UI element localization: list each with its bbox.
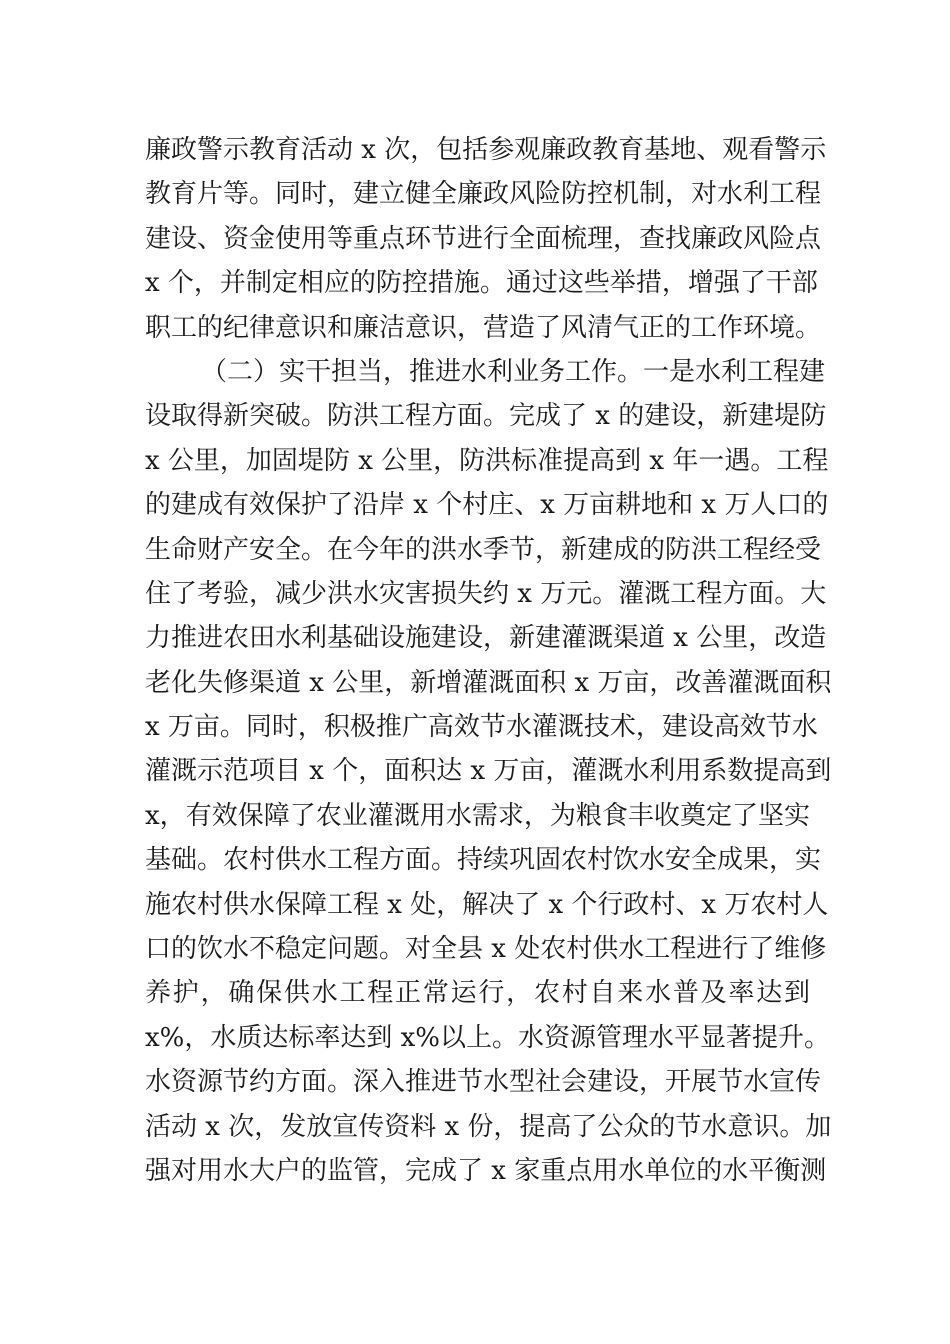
text-line: 强对用水大户的监管，完成了 x 家重点用水单位的水平衡测 — [145, 1155, 827, 1186]
text-line: x，有效保障了农业灌溉用水需求，为粮食丰收奠定了坚实 — [145, 800, 810, 831]
text-line: 水资源节约方面。深入推进节水型社会建设，开展节水宣传 — [145, 1067, 822, 1098]
body-text — [145, 128, 832, 1193]
text-line: 教育片等。同时，建立健全廉政风险防控机制，对水利工程 — [145, 179, 822, 210]
text-line: 养护，确保供水工程正常运行，农村自来水普及率达到 — [145, 978, 810, 1009]
text-line: 设取得新突破。防洪工程方面。完成了 x 的建设，新建堤防 — [145, 401, 827, 432]
text-line: 施农村供水保障工程 x 处，解决了 x 个行政村、x 万农村人 — [145, 889, 829, 920]
section-heading-line: （二）实干担当，推进水利业务工作。一是水利工程建 — [201, 356, 826, 387]
text-line: 住了考验，减少洪水灾害损失约 x 万元。灌溉工程方面。大 — [145, 578, 827, 609]
text-line: x 个，并制定相应的防控措施。通过这些举措，增强了干部 — [145, 268, 818, 299]
text-line: 建设、资金使用等重点环节进行全面梳理，查找廉政风险点 — [145, 223, 822, 254]
text-line: 口的饮水不稳定问题。对全县 x 处农村供水工程进行了维修 — [145, 934, 827, 965]
paragraph-end-line: 职工的纪律意识和廉洁意识，营造了风清气正的工作环境。 — [145, 312, 822, 343]
text-line: 生命财产安全。在今年的洪水季节，新建成的防洪工程经受 — [145, 534, 822, 565]
text-line: x%，水质达标率达到 x%以上。水资源管理水平显著提升。 — [145, 1022, 831, 1053]
text-line: 活动 x 次，发放宣传资料 x 份，提高了公众的节水意识。加 — [145, 1111, 832, 1142]
text-line: 基础。农村供水工程方面。持续巩固农村饮水安全成果，实 — [145, 845, 822, 876]
text-line: x 公里，加固堤防 x 公里，防洪标准提高到 x 年一遇。工程 — [145, 445, 829, 476]
text-line: 力推进农田水利基础设施建设，新建灌溉渠道 x 公里，改造 — [145, 623, 827, 654]
text-line: x 万亩。同时，积极推广高效节水灌溉技术，建设高效节水 — [145, 712, 818, 743]
text-line: 廉政警示教育活动 x 次，包括参观廉政教育基地、观看警示 — [145, 135, 827, 165]
text-line: 老化失修渠道 x 公里，新增灌溉面积 x 万亩，改善灌溉面积 — [145, 667, 832, 698]
text-line: 的建成有效保护了沿岸 x 个村庄、x 万亩耕地和 x 万人口的 — [145, 490, 829, 521]
text-line: 灌溉示范项目 x 个，面积达 x 万亩，灌溉水利用系数提高到 — [145, 756, 832, 787]
